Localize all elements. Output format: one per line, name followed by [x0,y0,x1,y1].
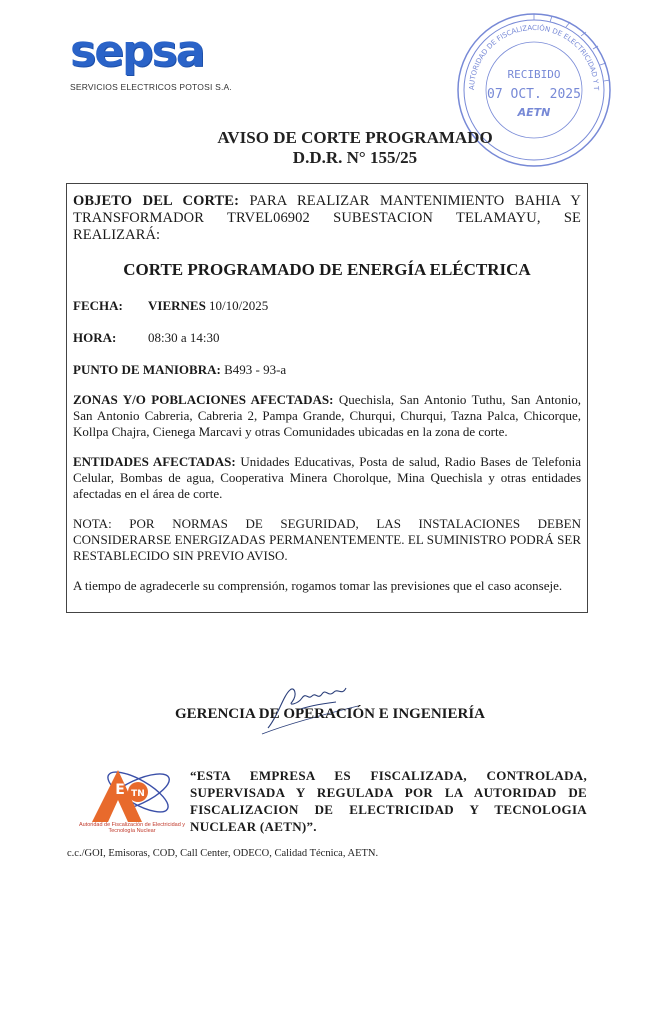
sepsa-logo [68,28,238,98]
svg-text:E: E [115,782,125,798]
notice-code: D.D.R. N° 155/25 [292,148,418,167]
logo-brand: sepsa [70,26,204,77]
fecha-day: VIERNES [148,298,206,313]
objeto-paragraph [73,193,581,244]
fecha-date: 10/10/2025 [209,298,269,313]
objeto-text: PARA REALIZAR MANTENIMIENTO BAHIA Y TRANSFORMADOR TRVEL06902 SUBESTACION TELAMAYU, SE REALIZARÁ: [73,193,581,243]
entidades-label: ENTIDADES AFECTADAS: [73,454,236,469]
fecha-value [148,298,268,314]
notice-content [73,193,581,594]
gerencia-heading: GERENCIA DE OPERACIÓN E INGENIERÍA [174,706,486,722]
cc-line: c.c./GOI, Emisoras, COD, Call Center, ODECO, Calidad Técnica, AETN. [67,848,379,859]
punto-label: PUNTO DE MANIOBRA: [73,362,221,377]
regulation-quote: “ESTA EMPRESA ES FISCALIZADA, CONTROLADA, SUPERVISADA Y REGULADA POR LA AUTORIDAD DE FISCALIZACION DE ELECTRICIDAD Y TECNOLOGIA NUCLEAR (AETN)”. [190,768,587,834]
objeto-label: OBJETO DEL CORTE: [73,193,240,209]
notice-title: AVISO DE CORTE PROGRAMADO [217,128,493,147]
fecha-label: FECHA: [73,298,123,313]
entidades-text: Unidades Educativas, Posta de salud, Radio Bases de Telefonia Celular, Bombas de agua, Cooperativa Minera Chorolque, Mina Quechisla y otras entidades afectadas en el área de corte. [73,454,582,501]
zonas-text: Quechisla, San Antonio Tuthu, San Antonio, San Antonio Cabreria, Cabreria 2, Pampa Grande, Churqui, Churqui, Tazna Palca, Chicorque, Kollpa Chajra, Cienega Marcavi y otras Comunidades ubicadas en la zona de corte. [73,392,581,439]
zonas-label: ZONAS Y/O POBLACIONES AFECTADAS: [73,392,334,407]
hora-row [73,330,581,346]
svg-text:TN: TN [131,789,145,799]
nota-paragraph: NOTA: POR NORMAS DE SEGURIDAD, LAS INSTALACIONES DEBEN CONSIDERARSE ENERGIZADAS PERMANENTEMENTE. EL SUMINISTRO PODRÁ SER RESTABLECIDO SIN PREVIO AVISO. [73,516,581,563]
stamp-date: 07 OCT. 2025 [487,87,581,102]
zonas-paragraph [73,392,581,440]
punto-value: B493 - 93-a [224,362,287,377]
stamp-received: RECIBIDO [507,68,561,81]
fecha-row [73,298,581,314]
stamp-arc-text: AUTORIDAD DE FISCALIZACIÓN DE ELECTRICIDAD Y T [467,23,601,91]
hora-value: 08:30 a 14:30 [148,330,220,345]
stamp-org: AETN [517,106,551,119]
hora-label: HORA: [73,330,117,345]
punto-paragraph [73,362,581,378]
main-heading: CORTE PROGRAMADO DE ENERGÍA ELÉCTRICA [123,260,531,279]
entidades-paragraph [73,454,581,502]
logo-subtitle: SERVICIOS ELECTRICOS POTOSI S.A. [70,82,232,92]
closing-paragraph: A tiempo de agradecerle su comprensión, rogamos tomar las previsiones que el caso aconseje. [73,578,563,593]
aetn-caption: Autoridad de Fiscalización de Electricidad y Tecnología Nuclear [78,822,186,834]
